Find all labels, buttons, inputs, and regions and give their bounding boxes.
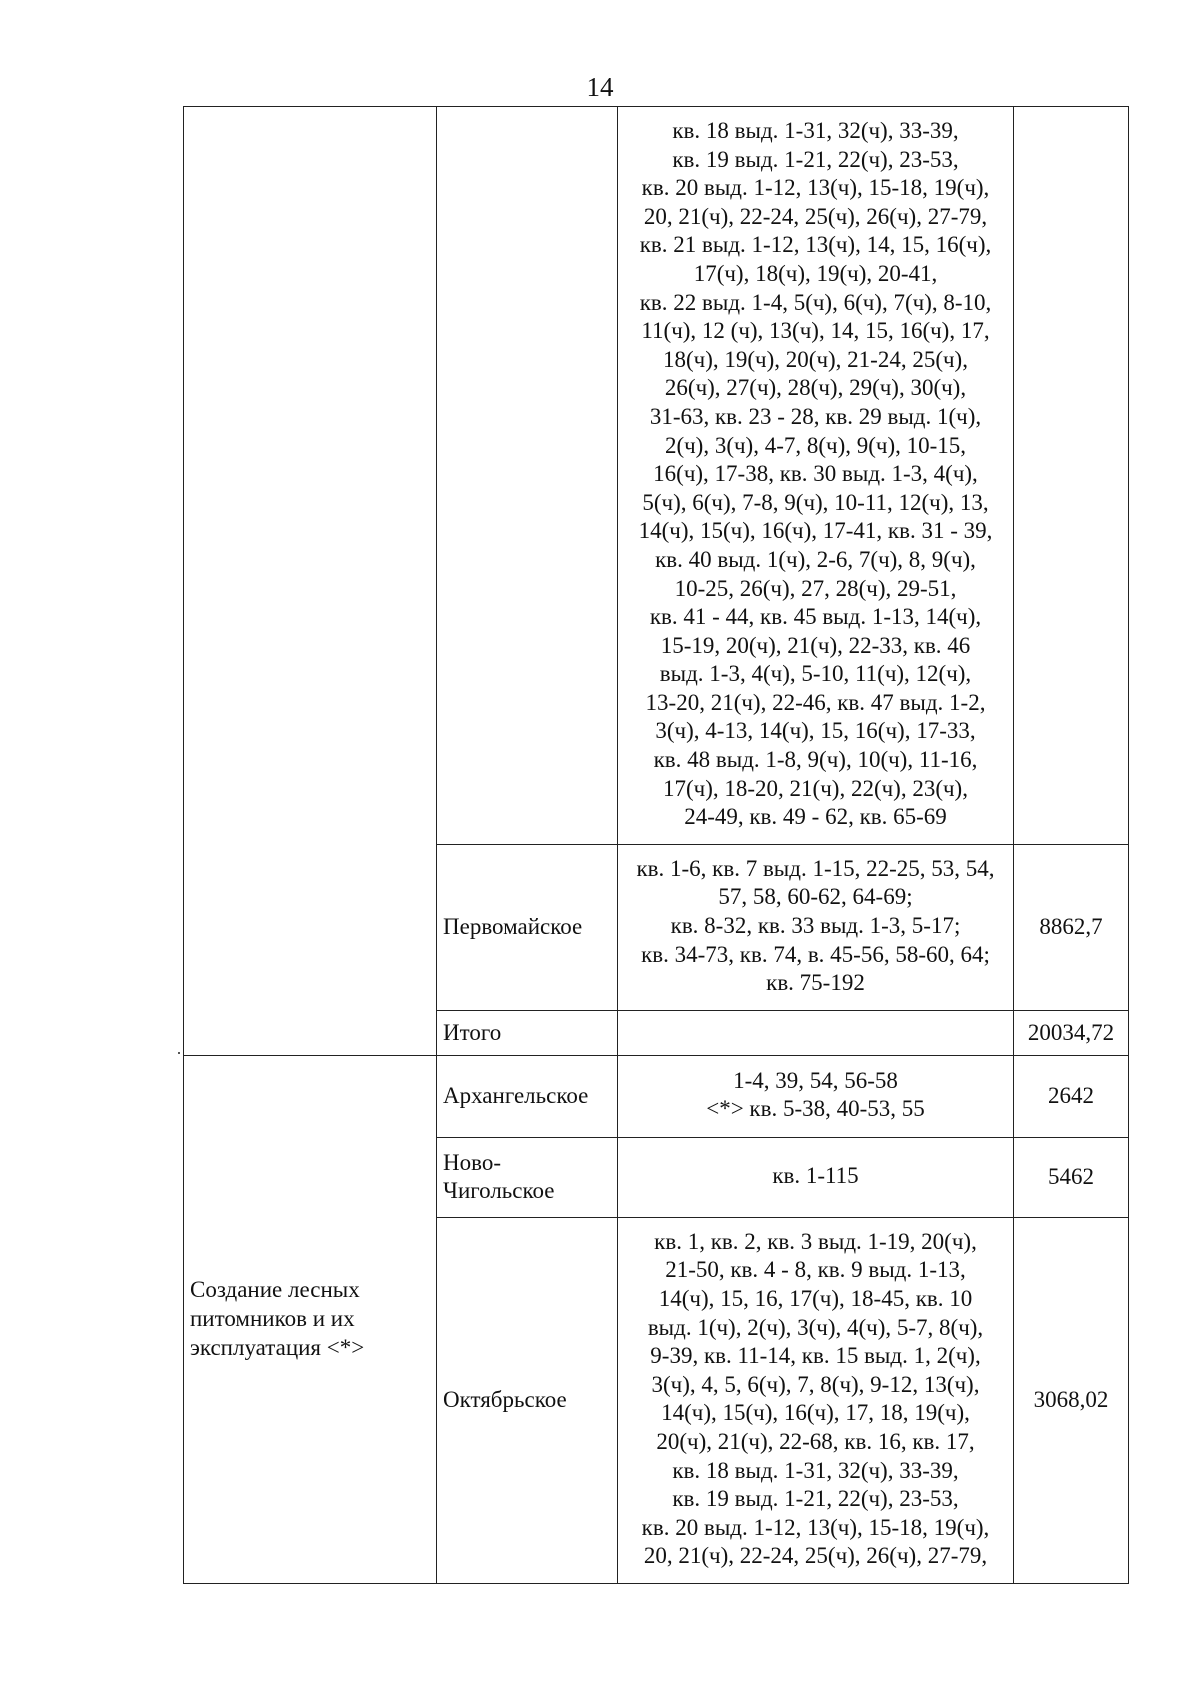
text-line: 20, 21(ч), 22-24, 25(ч), 26(ч), 27-79, (643, 1543, 988, 1569)
text-line: кв. 1, кв. 2, кв. 3 выд. 1-19, 20(ч), (654, 1228, 977, 1254)
text-line: 13-20, 21(ч), 22-46, кв. 47 выд. 1-2, (645, 689, 986, 715)
text-line: 17(ч), 18-20, 21(ч), 22(ч), 23(ч), (663, 775, 968, 801)
table-row-continuation (184, 107, 1129, 845)
area-pervomayskoe: 8862,7 (1014, 844, 1129, 1010)
text-line: 31-63, кв. 23 - 28, кв. 29 выд. 1(ч), (649, 403, 982, 429)
text-line: кв. 1-6, кв. 7 выд. 1-15, 22-25, 53, 54, (636, 855, 995, 881)
text-line: 26(ч), 27(ч), 28(ч), 29(ч), 30(ч), (664, 375, 967, 401)
text-line: 14(ч), 15(ч), 16(ч), 17, 18, 19(ч), (661, 1400, 970, 1426)
area-cell-empty (1014, 107, 1129, 845)
quarters-cell-continuation (618, 107, 1014, 845)
scan-dot-mark (178, 1052, 180, 1054)
text-line: 20(ч), 21(ч), 22-68, кв. 16, кв. 17, (656, 1428, 975, 1454)
table-row-arkhangelskoe (184, 1055, 1129, 1137)
text-line: кв. 1-115 (772, 1163, 859, 1189)
total-label: Итого (437, 1010, 618, 1055)
text-line: Ново- (443, 1149, 501, 1175)
text-line: 21-50, кв. 4 - 8, кв. 9 выд. 1-13, (665, 1257, 966, 1283)
text-line: кв. 8-32, кв. 33 выд. 1-3, 5-17; (670, 913, 961, 939)
text-line: 14(ч), 15, 16, 17(ч), 18-45, кв. 10 (658, 1286, 973, 1311)
text-line: выд. 1(ч), 2(ч), 3(ч), 4(ч), 5-7, 8(ч), (647, 1314, 984, 1340)
forestry-novo-chigolskoe (437, 1137, 618, 1217)
text-line: 15-19, 20(ч), 21(ч), 22-33, кв. 46 (660, 632, 971, 658)
text-line: Чигольское (443, 1178, 555, 1204)
text-line: кв. 19 выд. 1-21, 22(ч), 23-53, (672, 146, 959, 172)
forestry-pervomayskoe: Первомайское (437, 844, 618, 1010)
text-line: кв. 22 выд. 1-4, 5(ч), 6(ч), 7(ч), 8-10, (639, 289, 992, 315)
text-line: кв. 20 выд. 1-12, 13(ч), 15-18, 19(ч), (641, 175, 990, 201)
text-line: кв. 19 выд. 1-21, 22(ч), 23-53, (672, 1486, 959, 1512)
text-line: 17(ч), 18(ч), 19(ч), 20-41, (693, 260, 938, 286)
text-line: 18(ч), 19(ч), 20(ч), 21-24, 25(ч), (663, 346, 968, 372)
text-line: 2(ч), 3(ч), 4-7, 8(ч), 9(ч), 10-15, (664, 432, 967, 458)
text-line: 10-25, 26(ч), 27, 28(ч), 29-51, (674, 575, 957, 601)
text-line: кв. 48 выд. 1-8, 9(ч), 10(ч), 11-16, (653, 747, 978, 773)
text-line: выд. 1-3, 4(ч), 5-10, 11(ч), 12(ч), (659, 661, 972, 687)
area-novo-chigolskoe: 5462 (1014, 1137, 1129, 1217)
forestry-arkhangelskoe: Архангельское (437, 1055, 618, 1137)
quarters-cell-arkhangelskoe (618, 1055, 1014, 1137)
text-line: 1-4, 39, 54, 56-58 (733, 1067, 898, 1093)
text-line: кв. 20 выд. 1-12, 13(ч), 15-18, 19(ч), (641, 1514, 990, 1540)
activity-nursery-creation (184, 1055, 437, 1583)
area-oktyabrskoe: 3068,02 (1014, 1217, 1129, 1583)
text-line: 20, 21(ч), 22-24, 25(ч), 26(ч), 27-79, (643, 203, 988, 229)
text-line: кв. 40 выд. 1(ч), 2-6, 7(ч), 8, 9(ч), (655, 546, 976, 572)
quarters-cell-novo-chigolskoe (618, 1137, 1014, 1217)
quarters-cell-oktyabrskoe (618, 1217, 1014, 1583)
text-line: питомников и их (190, 1306, 355, 1332)
page-number: 14 (586, 72, 614, 102)
activity-cell-empty (184, 107, 437, 1056)
text-line: <*> кв. 5-38, 40-53, 55 (706, 1096, 925, 1122)
text-line: 24-49, кв. 49 - 62, кв. 65-69 (684, 804, 947, 830)
text-line: 14(ч), 15(ч), 16(ч), 17-41, кв. 31 - 39, (638, 518, 993, 544)
text-line: кв. 18 выд. 1-31, 32(ч), 33-39, (672, 118, 959, 143)
total-area: 20034,72 (1014, 1010, 1129, 1055)
forest-use-table (183, 106, 1129, 1584)
text-line: 57, 58, 60-62, 64-69; (718, 884, 913, 910)
text-line: кв. 41 - 44, кв. 45 выд. 1-13, 14(ч), (649, 604, 982, 630)
text-line: 9-39, кв. 11-14, кв. 15 выд. 1, 2(ч), (650, 1343, 981, 1369)
text-line: кв. 18 выд. 1-31, 32(ч), 33-39, (672, 1457, 959, 1483)
text-line: кв. 21 выд. 1-12, 13(ч), 14, 15, 16(ч), (639, 232, 992, 258)
forestry-cell-empty (437, 107, 618, 845)
text-line: Создание лесных (190, 1277, 360, 1303)
forestry-oktyabrskoe: Октябрьское (437, 1217, 618, 1583)
text-line: эксплуатация <*> (190, 1334, 365, 1360)
text-line: 16(ч), 17-38, кв. 30 выд. 1-3, 4(ч), (653, 461, 978, 487)
text-line: 3(ч), 4-13, 14(ч), 15, 16(ч), 17-33, (655, 718, 976, 744)
text-line: 3(ч), 4, 5, 6(ч), 7, 8(ч), 9-12, 13(ч), (651, 1371, 980, 1397)
area-arkhangelskoe: 2642 (1014, 1055, 1129, 1137)
text-line: 5(ч), 6(ч), 7-8, 9(ч), 10-11, 12(ч), 13, (642, 489, 989, 515)
text-line: кв. 75-192 (766, 970, 865, 996)
quarters-cell-pervomayskoe (618, 844, 1014, 1010)
text-line: кв. 34-73, кв. 74, в. 45-56, 58-60, 64; (641, 941, 990, 967)
total-quarters-empty (618, 1010, 1014, 1055)
text-line: 11(ч), 12 (ч), 13(ч), 14, 15, 16(ч), 17, (641, 318, 990, 344)
